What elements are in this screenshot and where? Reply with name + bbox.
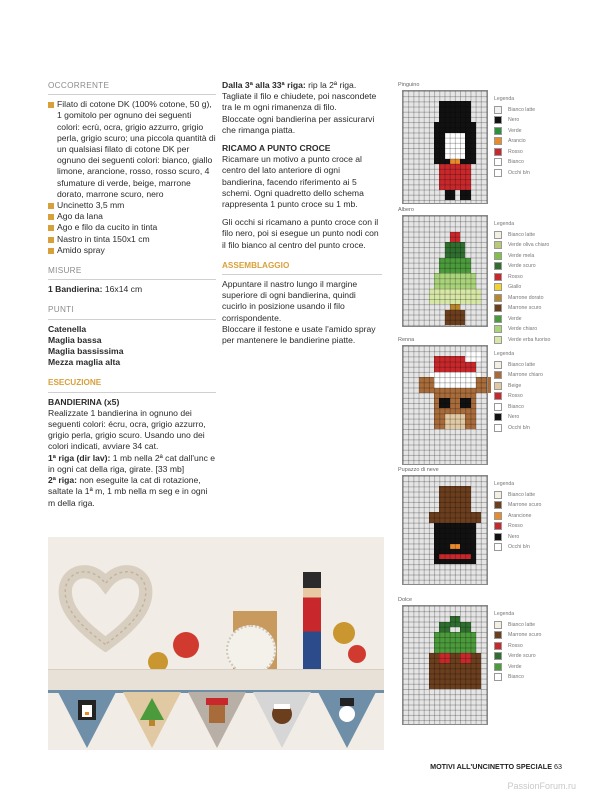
legend-label: Giallo xyxy=(508,284,522,291)
materials-column xyxy=(48,80,216,509)
legend-label: Legenda xyxy=(494,611,515,618)
wicker-heart xyxy=(58,557,153,652)
legend-label: Marrone scuro xyxy=(508,632,542,639)
grid-lines xyxy=(402,90,488,204)
legend-item xyxy=(494,641,541,652)
legend-swatch xyxy=(494,522,502,530)
legend-item xyxy=(494,412,543,423)
legend-label: Verde chiaro xyxy=(508,326,538,333)
legend-item xyxy=(494,251,550,262)
legend-label: Bianco xyxy=(508,403,524,410)
legend-item xyxy=(494,370,543,381)
chart-legend xyxy=(494,349,543,433)
legend-label: Verde xyxy=(508,315,522,322)
bandierina-text: Realizzate 1 bandierina in ognuno dei seguenti colori: écru, ocra, grigio azzurro, grigio perla, grigio scuro. Usando uno dei colori indicati, avviare 34 cat. xyxy=(48,407,206,452)
stitch-item: Maglia bassissima xyxy=(48,346,124,357)
legend-swatch xyxy=(494,336,502,344)
nutcracker xyxy=(303,572,321,671)
chart-legend xyxy=(494,219,550,345)
assemblaggio-heading: ASSEMBLAGGIO xyxy=(222,260,290,270)
instructions-column xyxy=(222,80,382,346)
legend-swatch xyxy=(494,392,502,400)
legend-swatch xyxy=(494,283,502,291)
legend-label: Nero xyxy=(508,117,520,124)
legend-swatch xyxy=(494,137,502,145)
material-item: Uncinetto 3,5 mm xyxy=(48,200,216,211)
legend-label: Occhi b/n xyxy=(508,169,530,176)
legend-item xyxy=(494,609,541,620)
legend-item xyxy=(494,230,550,241)
stitch-item: Maglia bassa xyxy=(48,334,102,345)
material-item: Ago da lana xyxy=(48,211,216,222)
legend-label: Marrone scuro xyxy=(508,305,542,312)
occorrente-heading: OCCORRENTE xyxy=(48,81,110,90)
legend-item xyxy=(494,651,541,662)
legend-item xyxy=(494,147,535,158)
legend-swatch xyxy=(494,158,502,166)
legend-item xyxy=(494,324,550,335)
legend-label: Verde xyxy=(508,663,522,670)
legend-swatch xyxy=(494,403,502,411)
legend-item xyxy=(494,672,541,683)
legend-item xyxy=(494,168,535,179)
legend-item xyxy=(494,532,541,543)
legend-label: Verde oliva chiaro xyxy=(508,242,550,249)
legend-label: Legenda xyxy=(494,351,515,358)
grid-lines xyxy=(402,345,488,465)
legend-label: Bianco xyxy=(508,674,524,681)
legend-item xyxy=(494,314,550,325)
legend-item xyxy=(494,402,543,413)
legend-item xyxy=(494,630,541,641)
legend-label: Nero xyxy=(508,414,520,421)
legend-swatch xyxy=(494,241,502,249)
riga1-label: 1ª riga (dir lav): xyxy=(48,452,111,463)
legend-label: Rosso xyxy=(508,523,523,530)
grid-lines xyxy=(402,605,488,725)
material-item: Filato di cotone DK (100% cotone, 50 g), 1 gomitolo per ognuno dei seguenti colori: ecrù, ocra, grigio azzurro, grigio perla, grigio scuro; una piccola quantità di un qualsiasi filato di cotone DK per ognuno dei seguenti colori: bianco, giallo limone, arancione, rosso, rosso scuro, 4 sfumature di verde, beige, marrone dorato, marrone scuro, nero xyxy=(48,99,216,200)
stitch-item: Mezza maglia alta xyxy=(48,357,121,368)
legend-label: Arancio xyxy=(508,138,526,145)
chart-title: Albero xyxy=(398,207,414,213)
legend-item xyxy=(494,282,550,293)
red-ornament xyxy=(348,645,366,663)
magazine-title: MOTIVI ALL'UNCINETTO SPECIALE xyxy=(430,762,552,771)
legend-label: Rosso xyxy=(508,393,523,400)
punti-heading: PUNTI xyxy=(48,305,75,315)
legend-item xyxy=(494,479,541,490)
riga2-text: non eseguite la cat di rotazione, saltate la 1ª m, 1 mb nella m seg e in ogni m della riga. xyxy=(48,475,208,508)
legend-label: Marrone scuro xyxy=(508,502,542,509)
riga1-text: 1 mb nella 2ª cat dall'unc e in ogni cat della riga, girate. [33 mb] xyxy=(48,452,216,474)
legend-item xyxy=(494,293,550,304)
legend-swatch xyxy=(494,294,502,302)
legend-item xyxy=(494,662,541,673)
legend-swatch xyxy=(494,169,502,177)
legend-label: Arancione xyxy=(508,512,532,519)
legend-item xyxy=(494,511,541,522)
legend-swatch xyxy=(494,642,502,650)
legend-label: Occhi b/n xyxy=(508,424,530,431)
legend-item xyxy=(494,136,535,147)
flag-snowman xyxy=(318,692,376,748)
divider xyxy=(48,392,216,393)
legend-label: Verde erba fuoriso xyxy=(508,336,551,343)
flag-tree xyxy=(123,692,181,748)
legend-swatch xyxy=(494,325,502,333)
chart-title: Renna xyxy=(398,337,415,343)
legend-item xyxy=(494,115,535,126)
legend-item xyxy=(494,349,543,360)
dalla-label: Dalla 3ª alla 33ª riga: xyxy=(222,80,306,90)
flag-penguin xyxy=(58,692,116,748)
bunting-photo xyxy=(48,537,384,750)
legend-item xyxy=(494,335,550,346)
legend-label: Legenda xyxy=(494,96,515,103)
legend-swatch xyxy=(494,501,502,509)
misure-heading: MISURE xyxy=(48,266,82,276)
legend-item xyxy=(494,261,550,272)
legend-swatch xyxy=(494,491,502,499)
page-footer xyxy=(430,762,562,771)
legend-label: Bianco latte xyxy=(508,361,536,368)
legend-item xyxy=(494,94,535,105)
riga1 xyxy=(48,453,216,475)
riga2-label: 2ª riga: xyxy=(48,475,77,486)
legend-swatch xyxy=(494,533,502,541)
legend-swatch xyxy=(494,371,502,379)
legend-label: Bianco latte xyxy=(508,106,536,113)
legend-label: Occhi b/n xyxy=(508,544,530,551)
chart-legend xyxy=(494,479,541,553)
legend-swatch xyxy=(494,273,502,281)
bloccate-text: Bloccate ogni bandierina per assicurarvi che rimanga piatta. xyxy=(222,113,375,135)
shelf xyxy=(48,669,384,692)
legend-item xyxy=(494,620,541,631)
assemblaggio-text-2: Bloccare il festone e usate l'amido spray per mantenere le bandierine piatte. xyxy=(222,323,376,346)
legend-item xyxy=(494,105,535,116)
legend-item xyxy=(494,157,535,168)
legend-item xyxy=(494,500,541,511)
grid-lines xyxy=(402,475,488,585)
ricamo-text: Ricamare un motivo a punto croce al centro del lato anteriore di ogni bandierina, facendo riferimento ai 5 schemi. Ogni quadretto dello schema rappresenta 1 punto croce su 1 mb. xyxy=(222,154,364,210)
chart-title: Pupazzo di neve xyxy=(398,467,439,473)
gift-doily xyxy=(226,625,276,675)
legend-item xyxy=(494,423,543,434)
bandierina-heading: BANDIERINA (x5) xyxy=(48,396,120,407)
legend-item xyxy=(494,240,550,251)
legend-item xyxy=(494,490,541,501)
flag-pudding xyxy=(253,692,311,748)
legend-swatch xyxy=(494,424,502,432)
material-item: Nastro in tinta 150x1 cm xyxy=(48,234,216,245)
legend-label: Bianco latte xyxy=(508,491,536,498)
divider xyxy=(48,319,216,320)
legend-item xyxy=(494,219,550,230)
dalla-text xyxy=(222,80,382,114)
legend-item xyxy=(494,521,541,532)
legend-label: Rosso xyxy=(508,148,523,155)
chart-legend xyxy=(494,609,541,683)
chart-title: Pinguino xyxy=(398,82,420,88)
legend-label: Rosso xyxy=(508,642,523,649)
legend-label: Bianco xyxy=(508,159,524,166)
legend-label: Bianco latte xyxy=(508,231,536,238)
legend-label: Bianco latte xyxy=(508,621,536,628)
page-number: 63 xyxy=(554,762,562,771)
misure-value: 16x14 cm xyxy=(102,284,143,295)
legend-item xyxy=(494,272,550,283)
riga2 xyxy=(48,475,216,509)
legend-swatch xyxy=(494,631,502,639)
legend-swatch xyxy=(494,252,502,260)
legend-swatch xyxy=(494,621,502,629)
material-item: Ago e filo da cucito in tinta xyxy=(48,222,216,233)
esecuzione-heading: ESECUZIONE xyxy=(48,378,102,388)
legend-swatch xyxy=(494,231,502,239)
legend-label: Marrone chiaro xyxy=(508,372,543,379)
legend-label: Verde xyxy=(508,127,522,134)
legend-swatch xyxy=(494,361,502,369)
divider xyxy=(48,279,216,280)
legend-swatch xyxy=(494,543,502,551)
divider xyxy=(222,274,382,275)
misure-text xyxy=(48,284,216,295)
legend-swatch xyxy=(494,382,502,390)
misure-label: 1 Bandierina: xyxy=(48,284,103,295)
legend-item xyxy=(494,360,543,371)
occhi-text: Gli occhi si ricamano a punto croce con il filo nero, poi si esegue un punto nodi con il filo bianco al centro del punto croce. xyxy=(222,217,379,250)
legend-item xyxy=(494,542,541,553)
chart-legend xyxy=(494,94,535,178)
legend-swatch xyxy=(494,106,502,114)
stitch-item: Catenella xyxy=(48,323,87,334)
legend-swatch xyxy=(494,652,502,660)
legend-swatch xyxy=(494,663,502,671)
dalla-body: rip la 2ª riga. Tagliate il filo e chiudete, poi nascondete tra le m ogni rimanenza di filo. xyxy=(222,80,377,113)
legend-label: Legenda xyxy=(494,481,515,488)
legend-swatch xyxy=(494,262,502,270)
chart-title: Dolce xyxy=(398,597,413,603)
legend-label: Marrone dorato xyxy=(508,294,544,301)
material-item: Amido spray xyxy=(48,245,216,256)
legend-item xyxy=(494,391,543,402)
legend-swatch xyxy=(494,315,502,323)
legend-label: Verde mela xyxy=(508,252,535,259)
legend-label: Nero xyxy=(508,533,520,540)
legend-swatch xyxy=(494,512,502,520)
legend-label: Verde scuro xyxy=(508,653,536,660)
legend-label: Rosso xyxy=(508,273,523,280)
gold-ornament xyxy=(333,622,355,644)
legend-swatch xyxy=(494,148,502,156)
legend-swatch xyxy=(494,304,502,312)
flag-reindeer xyxy=(188,692,246,748)
red-ornament xyxy=(173,632,199,658)
legend-label: Beige xyxy=(508,382,522,389)
legend-label: Legenda xyxy=(494,221,515,228)
legend-item xyxy=(494,126,535,137)
ricamo-heading: RICAMO A PUNTO CROCE xyxy=(222,143,331,154)
legend-item xyxy=(494,303,550,314)
legend-item xyxy=(494,381,543,392)
legend-swatch xyxy=(494,127,502,135)
divider xyxy=(48,94,216,95)
grid-lines xyxy=(402,215,488,327)
legend-label: Verde scuro xyxy=(508,263,536,270)
legend-swatch xyxy=(494,413,502,421)
watermark: PassionForum.ru xyxy=(507,781,576,791)
legend-swatch xyxy=(494,673,502,681)
legend-swatch xyxy=(494,116,502,124)
assemblaggio-text: Appuntare il nastro lungo il margine superiore di ogni bandierina, quindi cucirlo in posizione usando il filo corrispondente. xyxy=(222,279,358,323)
